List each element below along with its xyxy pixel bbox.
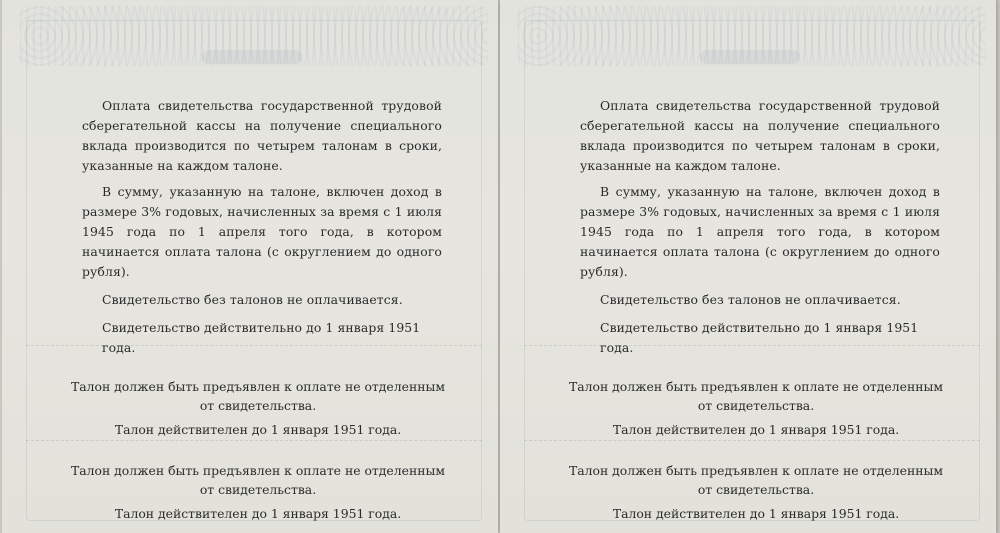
show-through-label (700, 50, 800, 64)
coupon-presentation-text: Талон должен быть предъявлен к оплате не отделенным от свидетельства. (569, 379, 943, 413)
coupon-presentation-text: Талон должен быть предъявлен к оплате не отделенным от свидетельства. (71, 379, 445, 413)
terms-paragraph-interest: В сумму, указанную на талоне, включен доход в размере 3% годовых, начисленных за время с 1 июля 1945 года по 1 апреля того года, в котором начинается оплата талона (с округлением до одного рубля). (580, 184, 940, 279)
coupon-stub (68, 461, 448, 523)
certificate-terms (580, 96, 940, 358)
coupon-stub (68, 377, 448, 439)
perforation-line (26, 440, 482, 441)
perforation-line (524, 440, 980, 441)
terms-note-no-coupons: Свидетельство без талонов не оплачивается. (102, 292, 403, 307)
terms-note-no-coupons: Свидетельство без талонов не оплачивается. (600, 292, 901, 307)
terms-paragraph-payment: Оплата свидетельства государственной трудовой сберегательной кассы на получение специального вклада производится по четырем талонам в сроки, указанные на каждом талоне. (82, 98, 442, 173)
coupon-presentation-text: Талон должен быть предъявлен к оплате не отделенным от свидетельства. (71, 463, 445, 497)
coupon-validity-text: Талон действителен до 1 января 1951 года. (114, 422, 402, 437)
terms-note-validity: Свидетельство действительно до 1 января 1951 года. (102, 320, 421, 355)
coupon-validity-text: Талон действителен до 1 января 1951 года. (114, 506, 402, 521)
terms-paragraph-interest: В сумму, указанную на талоне, включен доход в размере 3% годовых, начисленных за время с 1 июля 1945 года по 1 апреля того года, в котором начинается оплата талона (с округлением до одного рубля). (82, 184, 442, 279)
coupon-validity-text: Талон действителен до 1 января 1951 года. (612, 506, 900, 521)
coupon-stub (566, 461, 946, 523)
show-through-label (202, 50, 302, 64)
certificate-sheet-right (500, 0, 996, 533)
coupon-stub (566, 377, 946, 439)
coupon-validity-text: Талон действителен до 1 января 1951 года. (612, 422, 900, 437)
terms-paragraph-payment: Оплата свидетельства государственной трудовой сберегательной кассы на получение специального вклада производится по четырем талонам в сроки, указанные на каждом талоне. (580, 98, 940, 173)
certificate-terms (82, 96, 442, 358)
coupon-presentation-text: Талон должен быть предъявлен к оплате не отделенным от свидетельства. (569, 463, 943, 497)
terms-note-validity: Свидетельство действительно до 1 января 1951 года. (600, 320, 919, 355)
certificate-sheet-left (2, 0, 498, 533)
